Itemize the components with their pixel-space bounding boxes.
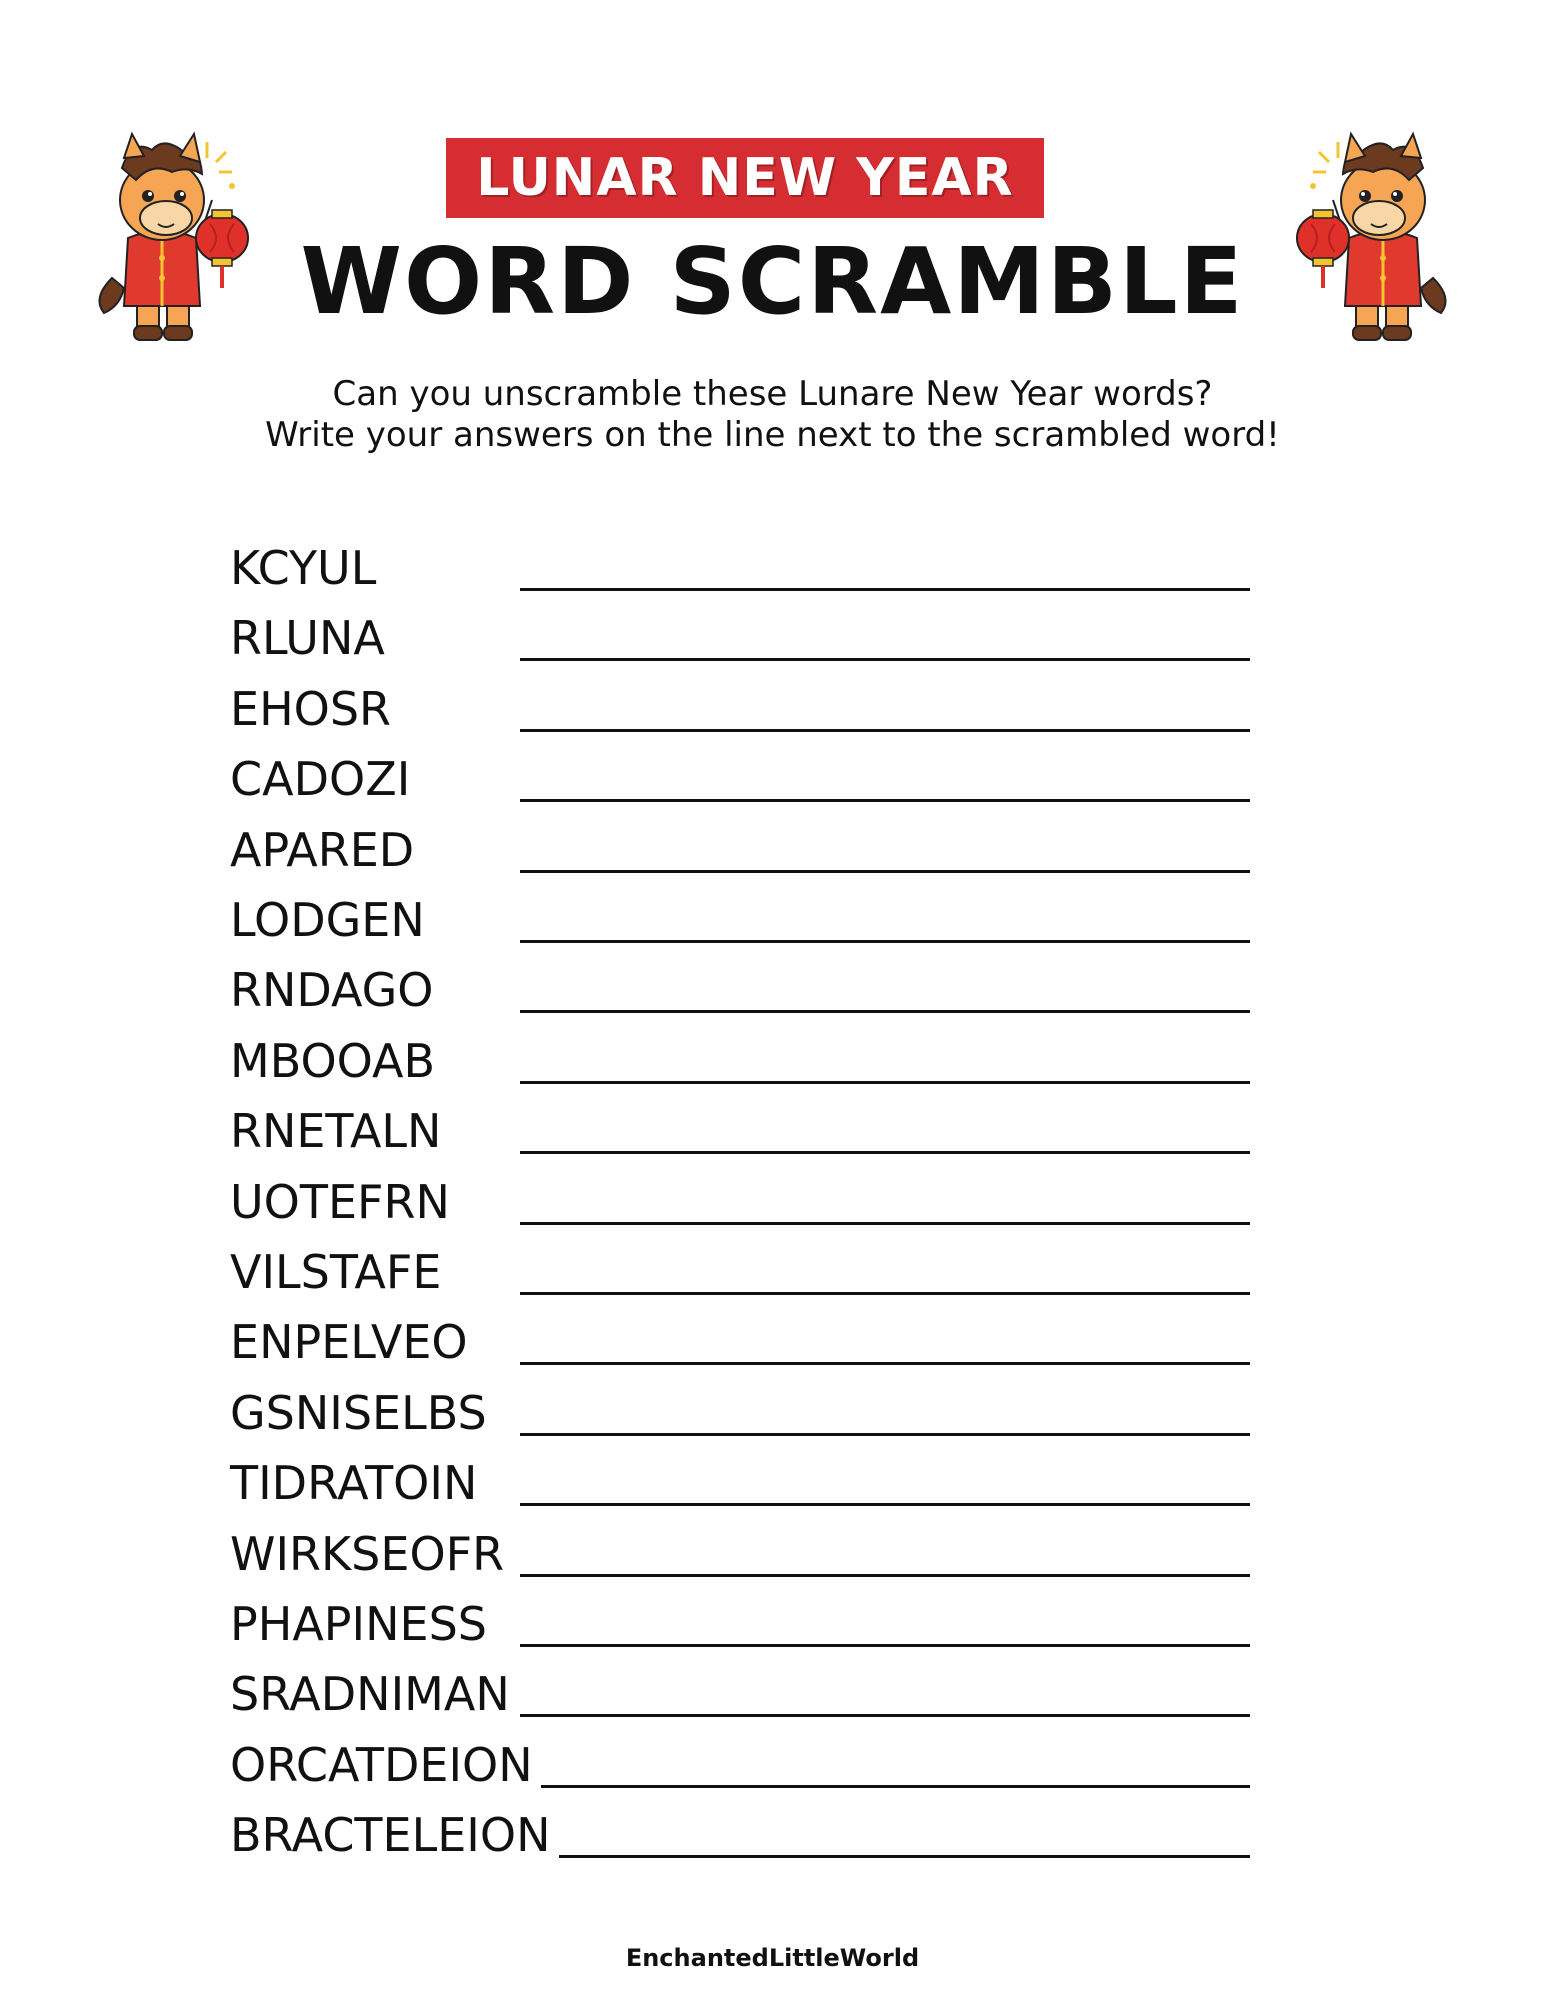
answer-line[interactable] <box>520 870 1250 873</box>
answer-line[interactable] <box>520 1151 1250 1154</box>
answer-line[interactable] <box>520 588 1250 591</box>
answer-line[interactable] <box>520 1433 1250 1436</box>
answer-line[interactable] <box>520 1292 1250 1295</box>
answer-line[interactable] <box>520 1503 1250 1506</box>
answer-line[interactable] <box>520 1010 1250 1013</box>
scrambled-word: KCYUL <box>230 541 377 595</box>
page-title: WORD SCRAMBLE <box>300 228 1245 335</box>
scrambled-word: RNDAGO <box>230 963 434 1018</box>
footer-brand: EnchantedLittleWorld <box>625 1944 920 1972</box>
scrambled-word: ORCATDEION <box>230 1737 533 1792</box>
answer-line[interactable] <box>520 1644 1250 1647</box>
scrambled-word: LODGEN <box>230 893 425 947</box>
scrambled-word: WIRKSEOFR <box>230 1526 505 1581</box>
answer-line[interactable] <box>520 1081 1250 1084</box>
answer-line[interactable] <box>541 1785 1250 1788</box>
answer-line[interactable] <box>559 1855 1250 1858</box>
scrambled-word: RNETALN <box>230 1104 442 1159</box>
answer-line[interactable] <box>520 658 1250 661</box>
answer-line[interactable] <box>520 1222 1250 1225</box>
scrambled-word: UOTEFRN <box>230 1174 450 1229</box>
scrambled-word: SRADNIMAN <box>230 1667 510 1722</box>
instructions-line-2: Write your answers on the line next to the scrambled word! <box>265 415 1280 455</box>
answer-line[interactable] <box>520 1362 1250 1365</box>
scrambled-word: GSNISELBS <box>230 1385 487 1440</box>
instructions-line-1: Can you unscramble these Lunare New Year words? <box>332 374 1213 414</box>
banner-text: LUNAR NEW YEAR <box>476 148 1014 208</box>
scrambled-word: APARED <box>230 822 415 877</box>
scrambled-word: CADOZI <box>230 752 411 807</box>
scrambled-word: BRACTELEION <box>230 1808 551 1863</box>
answer-line[interactable] <box>520 940 1250 943</box>
scrambled-word: MBOOAB <box>230 1033 436 1088</box>
scrambled-word: TIDRATOIN <box>230 1456 478 1511</box>
answer-line[interactable] <box>520 799 1250 802</box>
scrambled-word: RLUNA <box>230 611 385 666</box>
answer-line[interactable] <box>520 729 1250 732</box>
answer-line[interactable] <box>520 1574 1250 1577</box>
scrambled-word: VILSTAFE <box>230 1245 442 1299</box>
scrambled-word: PHAPINESS <box>230 1597 487 1651</box>
scrambled-word: EHOSR <box>230 681 392 736</box>
answer-line[interactable] <box>520 1714 1250 1717</box>
scrambled-word: ENPELVEO <box>230 1315 468 1370</box>
